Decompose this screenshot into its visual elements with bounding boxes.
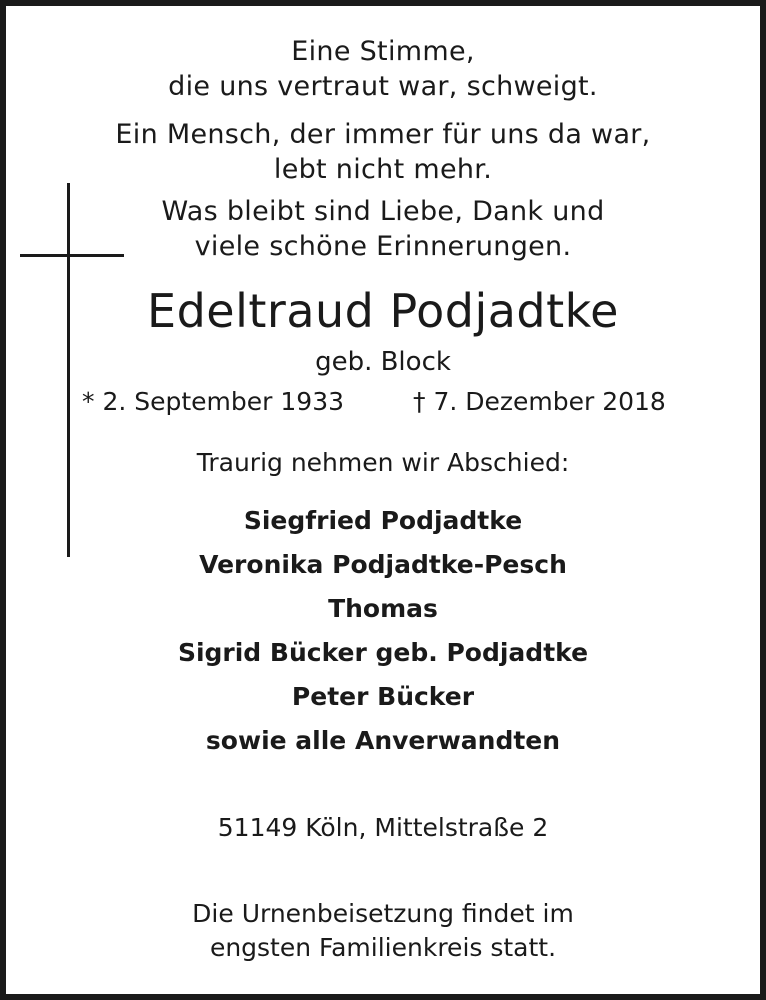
deceased-name: Edeltraud Podjadtke bbox=[147, 284, 619, 338]
verse-stanza-1 bbox=[0, 34, 766, 104]
verse-line: lebt nicht mehr. bbox=[273, 154, 493, 185]
verse-line: die uns vertraut war, schweigt. bbox=[168, 71, 598, 102]
death-date: † 7. Dezember 2018 bbox=[413, 387, 666, 416]
family-list bbox=[0, 499, 766, 763]
verse-stanza-2 bbox=[0, 117, 766, 187]
verse-line: viele schöne Erinnerungen. bbox=[194, 231, 572, 262]
closing-line: engsten Familienkreis statt. bbox=[209, 933, 557, 962]
verse-line: Ein Mensch, der immer für uns da war, bbox=[115, 119, 651, 150]
verse-line: Eine Stimme, bbox=[291, 36, 475, 67]
family-member: Siegfried Podjadtke bbox=[243, 506, 523, 535]
family-member: sowie alle Anverwandten bbox=[205, 726, 561, 755]
maiden-name: geb. Block bbox=[315, 347, 451, 377]
verse-stanza-3 bbox=[0, 194, 766, 264]
family-member: Thomas bbox=[328, 594, 438, 623]
address: 51149 Köln, Mittelstraße 2 bbox=[217, 813, 549, 842]
closing-note bbox=[0, 897, 766, 965]
family-member: Peter Bücker bbox=[291, 682, 475, 711]
mourning-line: Traurig nehmen wir Abschied: bbox=[196, 448, 570, 477]
family-member: Veronika Podjadtke-Pesch bbox=[199, 550, 567, 579]
closing-line: Die Urnenbeisetzung findet im bbox=[192, 899, 574, 928]
verse-line: Was bleibt sind Liebe, Dank und bbox=[161, 196, 605, 227]
family-member: Sigrid Bücker geb. Podjadtke bbox=[177, 638, 589, 667]
birth-date: * 2. September 1933 bbox=[82, 387, 344, 416]
